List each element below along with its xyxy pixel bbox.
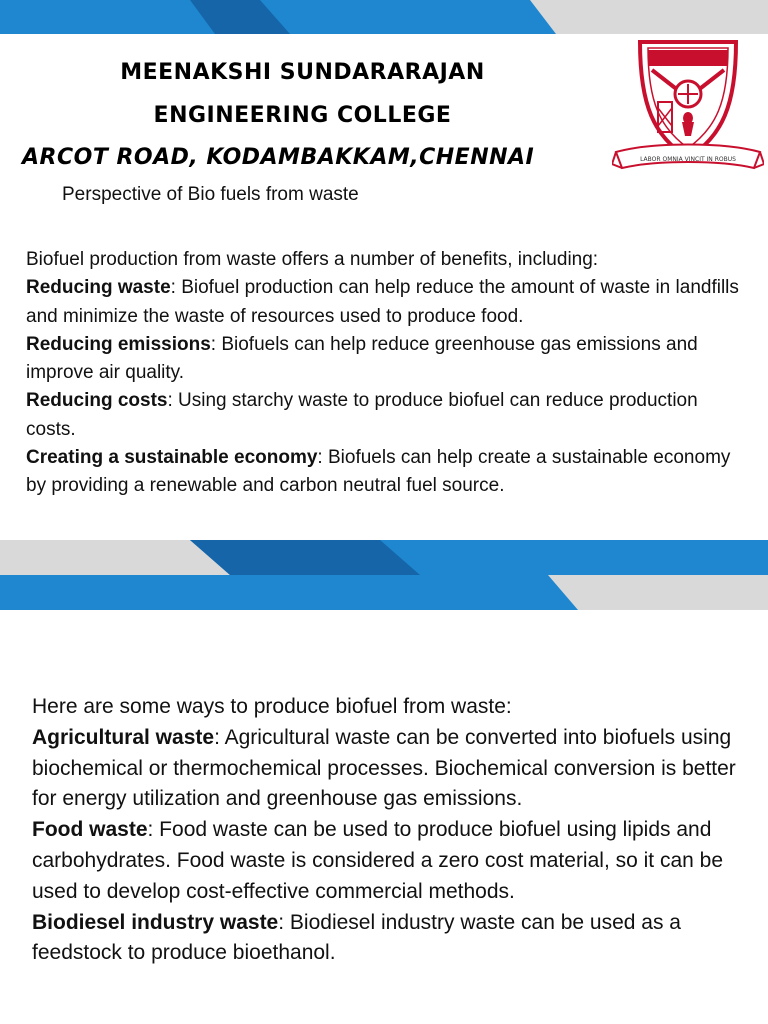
benefit-term: Reducing waste [26, 277, 171, 299]
benefit-desc: : Biofuel production can help reduce the amount of waste in landfills and minimize the waste of resources used to produce food. [26, 277, 739, 327]
benefit-item [26, 444, 746, 501]
benefit-item [26, 387, 746, 444]
top-decorative-band [0, 0, 768, 34]
page-subtitle: Perspective of Bio fuels from waste [62, 184, 359, 205]
benefit-term: Creating a sustainable economy [26, 447, 318, 469]
method-item [32, 723, 737, 815]
method-term: Biodiesel industry waste [32, 910, 279, 934]
method-desc: : Agricultural waste can be converted into biofuels using biochemical or thermochemical processes. Biochemical conversion is better for energy utilization and greenhouse gas emissions. [32, 725, 736, 811]
methods-section [32, 692, 737, 969]
benefits-section [26, 246, 746, 501]
benefits-intro: Biofuel production from waste offers a number of benefits, including: [26, 249, 599, 270]
logo-motto: LABOR OMNIA VINCIT IN ROBUS [640, 156, 736, 163]
college-logo [612, 36, 764, 186]
method-desc: : Biodiesel industry waste can be used as a feedstock to produce bioethanol. [32, 910, 681, 965]
methods-intro: Here are some ways to produce biofuel from waste: [32, 695, 512, 718]
benefit-item [26, 331, 746, 388]
benefit-desc: : Using starchy waste to produce biofuel can reduce production costs. [26, 390, 698, 440]
method-term: Food waste [32, 818, 148, 842]
method-term: Agricultural waste [32, 725, 215, 749]
college-name-line2: ENGINEERING COLLEGE [153, 103, 452, 128]
benefit-term: Reducing emissions [26, 333, 211, 355]
college-name-line1: MEENAKSHI SUNDARARAJAN [120, 60, 485, 85]
benefit-desc: : Biofuels can help create a sustainable economy by providing a renewable and carbon neutral fuel source. [26, 447, 731, 497]
college-address: ARCOT ROAD, KODAMBAKKAM,CHENNAI [22, 145, 535, 170]
benefit-desc: : Biofuels can help reduce greenhouse gas emissions and improve air quality. [26, 333, 698, 384]
method-desc: : Food waste can be used to produce biofuel using lipids and carbohydrates. Food waste is considered a zero cost material, so it can be used to develop cost-effective commercial methods. [32, 818, 724, 903]
method-item [32, 815, 737, 907]
benefit-item [26, 274, 746, 331]
method-item [32, 908, 737, 970]
middle-decorative-band [0, 540, 768, 610]
benefit-term: Reducing costs [26, 390, 168, 412]
